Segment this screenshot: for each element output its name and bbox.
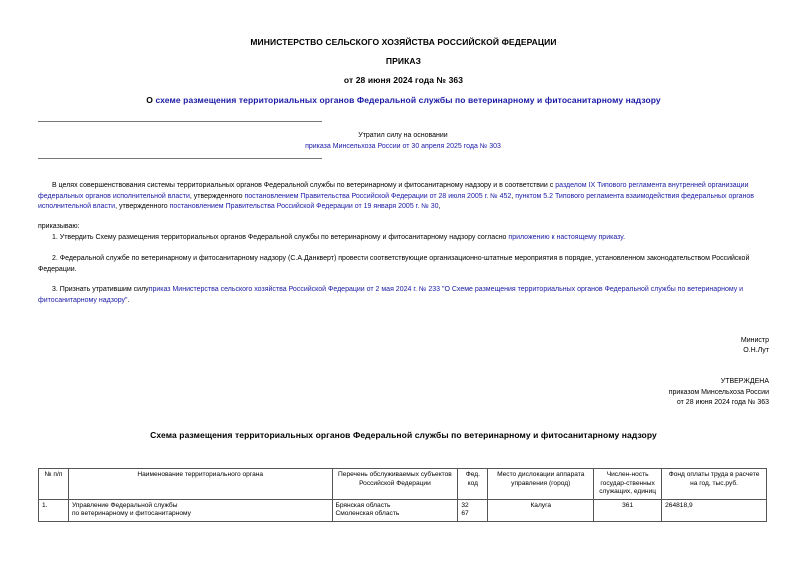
item-3-link[interactable]: приказ Министерства сельского хозяйства Российской Федерации от 2 мая 2024 г. № 233 "О Схеме размещения территориальных органов Федеральной службы по ветеринарному и фитосанитарному надзору" [38,286,744,304]
approved-line-3: от 28 июня 2024 года № 363 [676,399,769,406]
item-3-end: . [127,296,130,304]
header-name: Наименование территориального органа [68,469,332,500]
header-fund: Фонд оплаты труда в расчете на год, тыс.руб. [662,469,767,500]
header-code: Фед. код [458,469,488,500]
header-num: № п/п [39,469,69,500]
order-title [0,95,807,105]
preamble-link-1[interactable]: разделом IX Типового регламента внутренней организации федеральных органов исполнительной власти [38,182,749,200]
item-3 [38,285,769,306]
divider-bottom [38,158,322,159]
schema-table [38,468,767,522]
row-fund: 264818,9 [662,499,767,521]
row-city: Калуга [488,499,594,521]
schema-title: Схема размещения территориальных органов Федеральной службы по ветеринарному и фитосанитарному надзору [150,430,657,440]
item-2: 2. Федеральной службе по ветеринарному и фитосанитарному надзору (С.А.Данкверт) провести соответствующие организационно-штатные мероприятия в порядке, установленном законодательством Российской Федерации. [38,255,750,273]
row-subject-1: Брянская область [335,501,391,509]
approved-line-2: приказом Минсельхоза России [668,389,769,396]
preamble-text-1: В целях совершенствования системы территориальных органов Федеральной службы по ветеринарному и фитосанитарному надзору и в соответствии с [52,182,556,189]
item-1-link[interactable]: приложению к настоящему приказу [508,234,624,241]
header-staff: Числен-ность государ-ственных служащих, единиц [594,469,662,500]
row-code-2: 67 [461,510,469,518]
row-codes [458,499,488,521]
order-title-prefix: О [146,95,156,105]
preamble-text-3: , [511,192,516,200]
row-name [68,499,332,521]
row-staff: 361 [594,499,662,521]
approved-line-1: УТВЕРЖДЕНА [720,378,769,385]
preamble-paragraph [38,181,769,213]
preamble-text-4: , утвержденного [115,203,170,210]
preamble-link-3[interactable]: пунктом 5.2 Типового регламента взаимодействия федеральных органов исполнительной власти [38,192,755,210]
ministry-heading: МИНИСТЕРСТВО СЕЛЬСКОГО ХОЗЯЙСТВА РОССИЙСКОЙ ФЕДЕРАЦИИ [250,37,557,47]
header-subjects: Перечень обслуживаемых субъектов Российской Федерации [332,469,458,500]
row-subject-2: Смоленская область [335,510,400,518]
divider-top [38,121,322,122]
table-header-row [39,469,767,500]
item-3-text: 3. Признать утратившим силу [52,286,149,293]
row-subjects [332,499,458,521]
order-word: приказываю: [38,223,80,230]
row-name-line-1: Управление Федеральной службы [71,501,178,509]
status-line-1: Утратил силу на основании [358,132,448,139]
row-name-line-2: по ветеринарному и фитосанитарному [71,510,191,518]
signature-name: О.Н.Лут [743,347,769,354]
order-date-number: от 28 июня 2024 года № 363 [343,75,464,85]
item-1-end: . [623,234,626,241]
table-row [39,499,767,521]
signature-role: Министр [740,337,769,344]
status-link[interactable]: приказа Минсельхоза России от 30 апреля 2025 года № 303 [305,143,501,150]
order-title-link[interactable]: схеме размещения территориальных органов Федеральной службы по ветеринарному и фитосанитарному надзору [155,95,661,105]
preamble-link-2[interactable]: постановлением Правительства Российской Федерации от 28 июля 2005 г. № 452 [244,192,512,200]
row-num: 1. [39,499,69,521]
preamble-link-4[interactable]: постановлением Правительства Российской Федерации от 19 января 2005 г. № 30 [169,203,439,210]
preamble-text-2: , утвержденного [189,192,245,200]
header-city: Место дислокации аппарата управления (город) [488,469,594,500]
preamble-text-5: , [438,203,441,210]
item-1-text: 1. Утвердить Схему размещения территориальных органов Федеральной службы по ветеринарному и фитосанитарному надзору согласно [52,234,509,241]
item-1 [38,233,769,244]
order-heading: ПРИКАЗ [385,56,422,66]
row-code-1: 32 [461,501,469,509]
